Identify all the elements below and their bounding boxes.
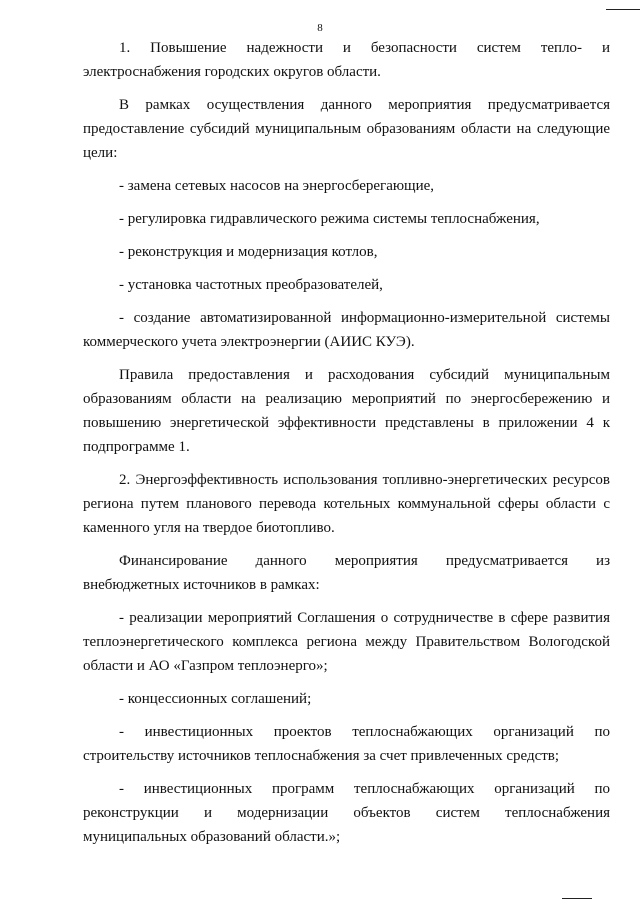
scan-mark-top — [606, 9, 640, 10]
paragraph-1: 1. Повышение надежности и безопасности систем тепло- и электроснабжения городских округов области. — [83, 40, 610, 80]
paragraph-2-energy-efficiency: 2. Энергоэффективность использования топливно-энергетических ресурсов региона путем планового перевода котельных коммунальной сферы области с каменного угля на твердое биотопливо. — [83, 472, 610, 536]
list-item-investment-programs: - инвестиционных программ теплоснабжающих организаций по реконструкции и модернизации объектов систем теплоснабжения муниципальных образований области.»; — [83, 781, 610, 845]
list-item-boiler-modernization: - реконструкция и модернизация котлов, — [119, 244, 378, 260]
paragraph-subsidy-rules: Правила предоставления и расходования субсидий муниципальным образованиям области на реализацию мероприятий по энергосбережению и повышению энергетической эффективности представлены в приложении 4 к подпрограмме 1. — [83, 367, 610, 455]
list-item-concession: - концессионных соглашений; — [119, 691, 312, 707]
paragraph-2: В рамках осуществления данного мероприятия предусматривается предоставление субсидий муниципальным образованиям области на следующие цели: — [83, 97, 610, 161]
scan-mark-bottom — [562, 898, 592, 899]
list-item-hydraulic-regulation: - регулировка гидравлического режима системы теплоснабжения, — [119, 211, 540, 227]
list-item-pump-replacement: - замена сетевых насосов на энергосберегающие, — [119, 178, 435, 194]
list-item-frequency-converters: - установка частотных преобразователей, — [119, 277, 383, 293]
paragraph-financing: Финансирование данного мероприятия предусматривается из внебюджетных источников в рамках: — [83, 553, 610, 593]
document-body — [83, 36, 610, 849]
list-item-aiis-kue: - создание автоматизированной информационно-измерительной системы коммерческого учета электроэнергии (АИИС КУЭ). — [83, 310, 610, 350]
list-item-agreement: - реализации мероприятий Соглашения о сотрудничестве в сфере развития теплоэнергетического комплекса региона между Правительством Вологодской области и АО «Газпром теплоэнерго»; — [83, 610, 610, 674]
page-number: 8 — [317, 22, 323, 34]
list-item-investment-projects: - инвестиционных проектов теплоснабжающих организаций по строительству источников теплоснабжения за счет привлеченных средств; — [83, 724, 610, 764]
